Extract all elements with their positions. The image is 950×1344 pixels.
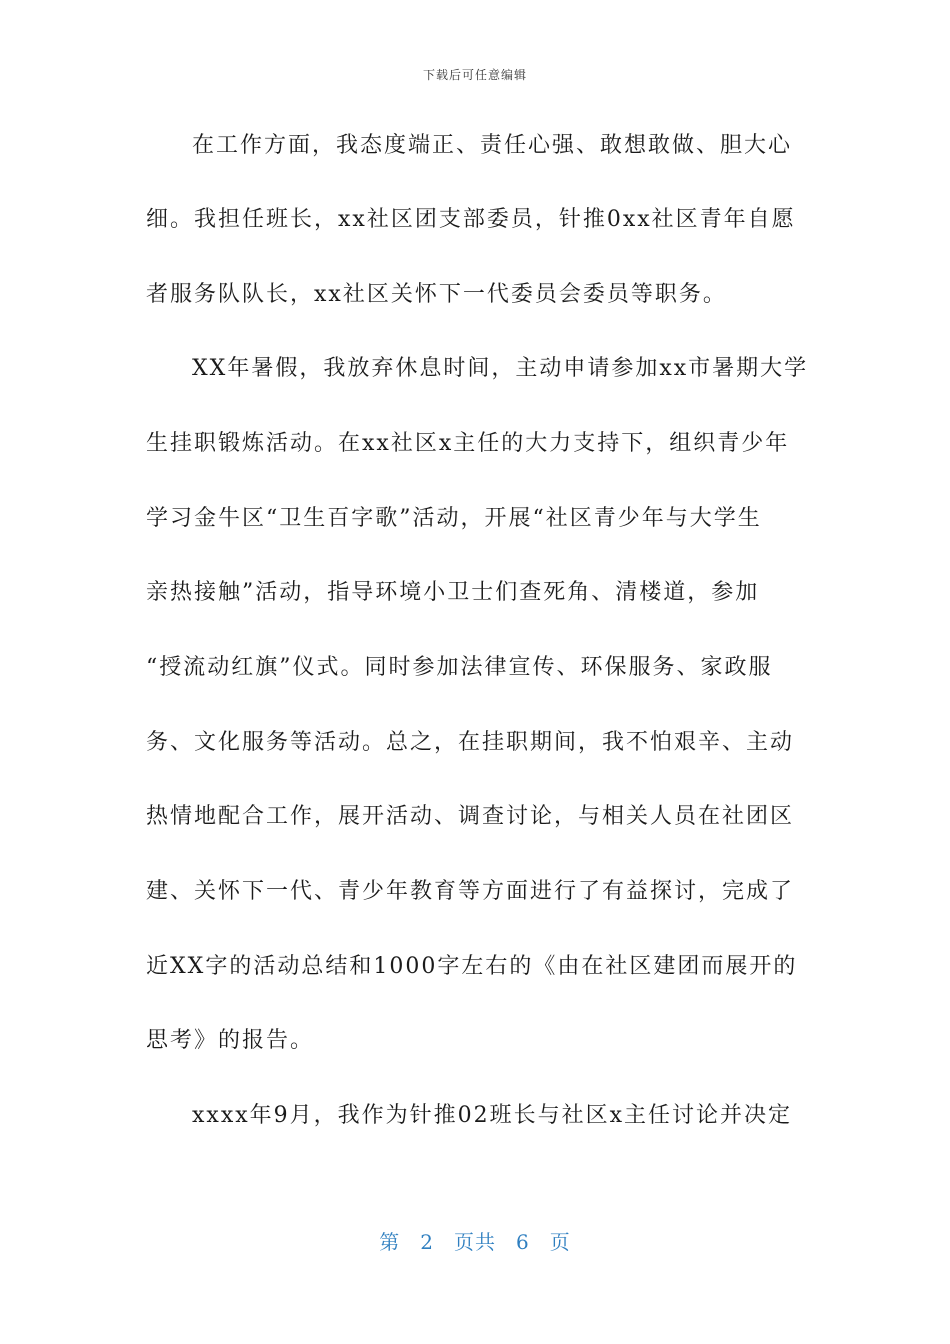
text-line: 建、关怀下一代、青少年教育等方面进行了有益探讨，完成了 (146, 879, 795, 904)
footer-ye-gong: 页共 (454, 1230, 496, 1254)
text-line: 思考》的报告。 (146, 1028, 315, 1053)
text-line: XX年暑假，我放弃休息时间，主动申请参加xx市暑期大学 (192, 356, 809, 381)
footer-current-page: 2 (420, 1230, 434, 1254)
text-line: 学习金牛区“卫生百字歌”活动，开展“社区青少年与大学生 (146, 506, 762, 531)
text-line: 近XX字的活动总结和1000字左右的《由在社区建团而展开的 (146, 954, 798, 979)
text-line: xxxx年9月，我作为针推02班长与社区x主任讨论并决定 (192, 1103, 793, 1128)
footer-total-pages: 6 (516, 1230, 530, 1254)
text-line: 细。我担任班长，xx社区团支部委员，针推0xx社区青年自愿 (146, 207, 796, 232)
page-number-footer (0, 1226, 950, 1255)
text-line: 生挂职锻炼活动。在xx社区x主任的大力支持下，组织青少年 (146, 431, 790, 456)
text-line: 者服务队队长，xx社区关怀下一代委员会委员等职务。 (146, 282, 727, 307)
text-line: 在工作方面，我态度端正、责任心强、敢想敢做、胆大心 (192, 133, 793, 158)
text-line: “授流动红旗”仪式。同时参加法律宣传、环保服务、家政服 (146, 655, 773, 680)
text-line: 亲热接触”活动，指导环境小卫士们查死角、清楼道，参加 (146, 580, 760, 605)
footer-di: 第 (379, 1230, 401, 1254)
text-line: 热情地配合工作，展开活动、调查讨论，与相关人员在社团区 (146, 804, 795, 829)
text-line: 务、文化服务等活动。总之，在挂职期间，我不怕艰辛、主动 (146, 730, 795, 755)
header-note: 下载后可任意编辑 (422, 68, 527, 82)
footer-ye: 页 (549, 1230, 571, 1254)
